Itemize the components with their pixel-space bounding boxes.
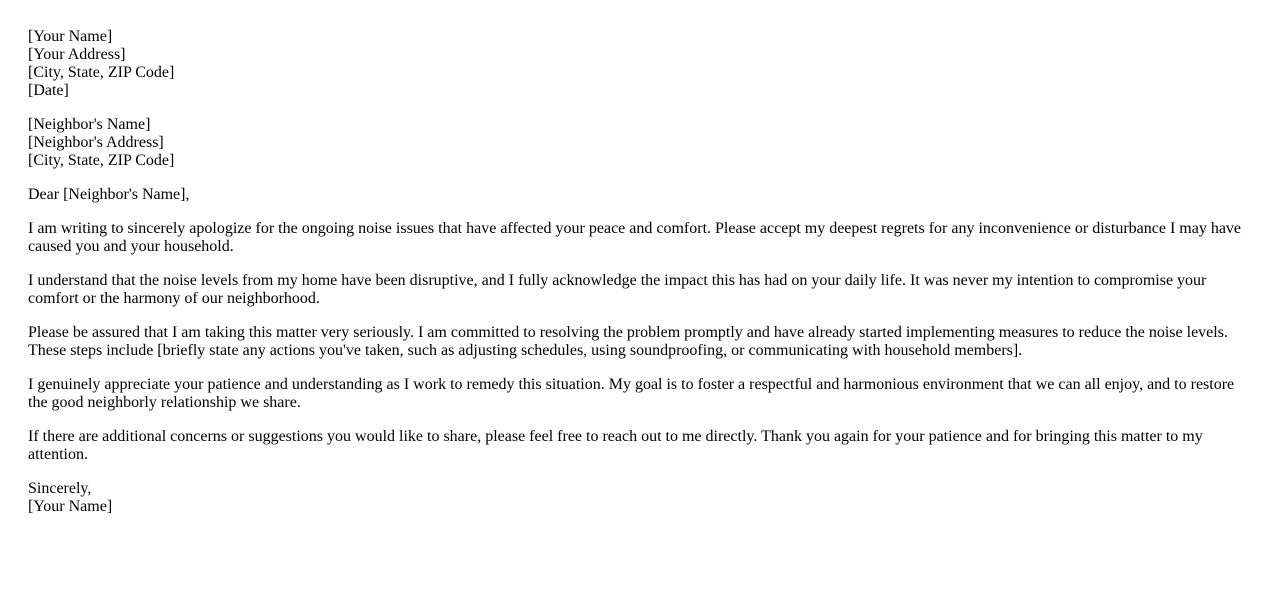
sender-city-state-zip: [City, State, ZIP Code] bbox=[28, 64, 175, 81]
paragraph-appreciation: I genuinely appreciate your patience and understanding as I work to remedy this situation. My goal is to foster a respectful and harmonious environment that we can all enjoy, and to restore the good neighborly relationship we share. bbox=[28, 376, 1235, 411]
sender-name: [Your Name] bbox=[28, 28, 113, 45]
recipient-address-block bbox=[28, 116, 1250, 170]
sender-address: [Your Address] bbox=[28, 46, 126, 63]
letter-body bbox=[28, 28, 1250, 532]
sender-address-block bbox=[28, 28, 1250, 100]
salutation: Dear [Neighbor's Name], bbox=[28, 186, 190, 203]
paragraph-contact: If there are additional concerns or suggestions you would like to share, please feel free to reach out to me directly. Thank you again for your patience and for bringing this matter to my attention. bbox=[28, 428, 1203, 463]
paragraph-actions: Please be assured that I am taking this matter very seriously. I am committed to resolving the problem promptly and have already started implementing measures to reduce the noise levels. These steps include [briefly state any actions you've taken, such as adjusting schedules, using soundproofing, or communicating with household members]. bbox=[28, 324, 1228, 359]
closing-block bbox=[28, 480, 1250, 516]
closing: Sincerely, bbox=[28, 480, 92, 497]
recipient-name: [Neighbor's Name] bbox=[28, 116, 151, 133]
letter-date: [Date] bbox=[28, 82, 69, 99]
paragraph-apology: I am writing to sincerely apologize for the ongoing noise issues that have affected your peace and comfort. Please accept my deepest regrets for any inconvenience or disturbance I may have caused you and your household. bbox=[28, 220, 1242, 255]
recipient-address: [Neighbor's Address] bbox=[28, 134, 164, 151]
signature: [Your Name] bbox=[28, 498, 113, 515]
recipient-city-state-zip: [City, State, ZIP Code] bbox=[28, 152, 175, 169]
paragraph-acknowledgement: I understand that the noise levels from my home have been disruptive, and I fully acknowledge the impact this has had on your daily life. It was never my intention to compromise your comfort or the harmony of our neighborhood. bbox=[28, 272, 1207, 307]
